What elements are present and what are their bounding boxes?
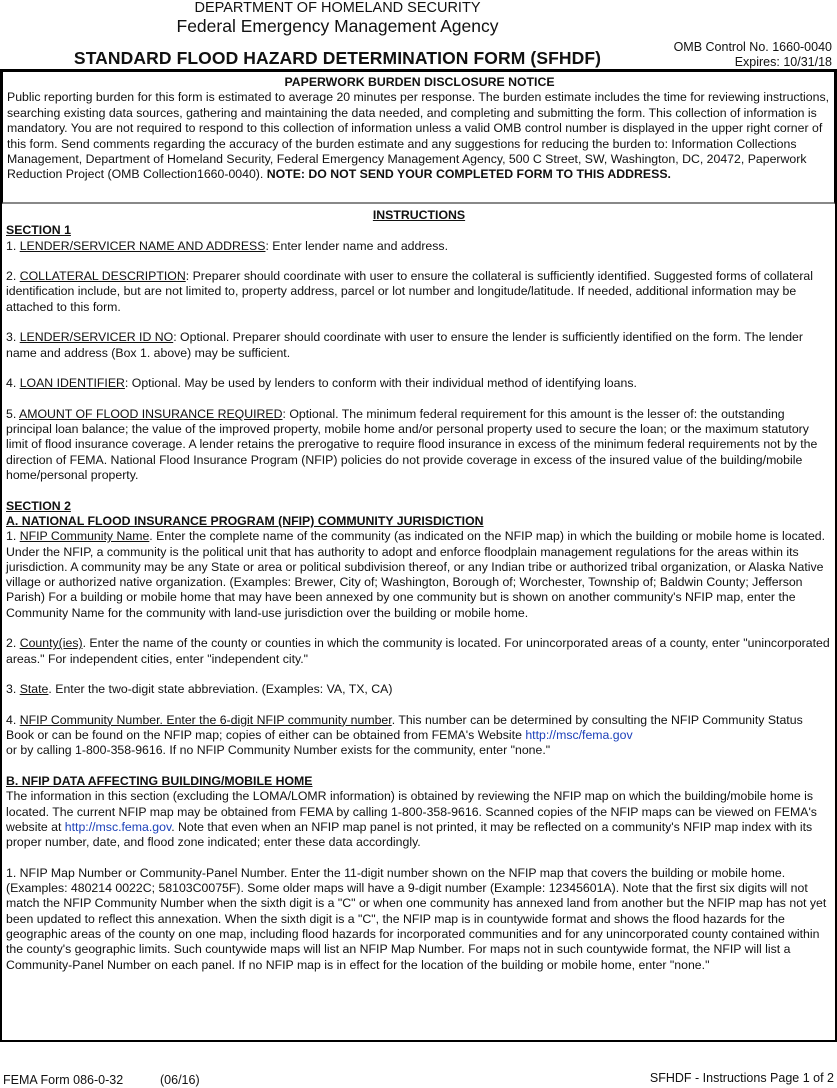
item-number: 1. xyxy=(6,529,20,544)
instructions-section xyxy=(2,206,835,973)
item-number: 5. xyxy=(6,406,19,421)
item-text: . Enter the name of the county or counties in which the community is located. For unincorporated areas of a county, enter "unincorporated areas." For independent cities, enter "independent city." xyxy=(6,636,830,666)
section1-heading: SECTION 1 xyxy=(6,223,71,238)
item-number: 4. xyxy=(6,712,20,727)
msc-fema-link[interactable]: http://msc/fema.gov xyxy=(525,728,633,743)
item-label: County(ies) xyxy=(19,636,83,651)
item-label: AMOUNT OF FLOOD INSURANCE REQUIRED xyxy=(19,406,283,421)
section2-part-b-heading: B. NFIP DATA AFFECTING BUILDING/MOBILE HOME xyxy=(6,773,313,788)
item-text: . This number can be determined by consulting the NFIP Community Status Book or can be found on the NFIP map; copies of either can be obtained from FEMA's Website xyxy=(6,712,803,743)
item-label: LENDER/SERVICER ID NO xyxy=(19,330,174,345)
section2a-item-3 xyxy=(6,682,832,697)
paperwork-burden-notice xyxy=(2,71,835,204)
section1-item-4 xyxy=(6,376,832,391)
notice-body xyxy=(7,90,832,182)
item-label: State xyxy=(19,682,49,697)
form-number: FEMA Form 086-0-32 xyxy=(3,1073,124,1087)
notice-title: PAPERWORK BURDEN DISCLOSURE NOTICE xyxy=(284,75,555,89)
item-label: LOAN IDENTIFIER xyxy=(19,376,125,391)
item-label: NFIP Community Name xyxy=(19,529,150,544)
item-text: : Optional. Preparer should coordinate with user to ensure the lender is sufficiently identified on the form. The lender name and address (Box 1. above) may be sufficient. xyxy=(6,330,803,360)
section2a-item-2 xyxy=(6,636,832,667)
item-text: : Optional. The minimum federal requirement for this amount is the lesser of: the outstanding principal loan balance; the value of the improved property, mobile home and/or personal property used to secure the loan; or the maximum statutory limit of flood insurance coverage. A lender retains the prerogative to require flood insurance in excess of the minimum federal requirements not by the direction of FEMA. National Flood Insurance Program (NFIP) policies do not provide coverage in excess of the insured value of the building/mobile home/personal property. xyxy=(6,406,818,483)
notice-text: Public reporting burden for this form is estimated to average 20 minutes per response. The burden estimate includes the time for reviewing instructions, searching existing data sources, gathering and maintaining the data needed, and completing and submitting the form. This collection of information is mandatory. You are not required to respond to this collection of information unless a valid OMB control number is displayed in the upper right corner of this form. Send comments regarding the accuracy of the burden estimate and any suggestions for reducing the burden to: Information Collections Management, Department of Homeland Security, Federal Emergency Management Agency, 500 C Street, SW, Washington, DC, 20472, Paperwork Reduction Project (OMB Collection1660-0040). xyxy=(7,90,830,182)
item-number: 2. xyxy=(6,636,20,651)
item-text: . Enter the two-digit state abbreviation. (Examples: VA, TX, CA) xyxy=(48,682,393,697)
intro-text: The information in this section (excluding the LOMA/LOMR information) is obtained by reviewing the NFIP map on which the building/mobile home is located. The current NFIP map may be obtained from FEMA by calling 1-800-358-9616. Scanned copies of the NFIP maps can be viewed on FEMA's website at xyxy=(6,789,817,834)
omb-info xyxy=(674,40,832,70)
item-label: LENDER/SERVICER NAME AND ADDRESS xyxy=(19,238,266,253)
section1-item-2 xyxy=(6,269,832,315)
section1-item-1 xyxy=(6,239,832,254)
item-text: . Enter the complete name of the community (as indicated on the NFIP map) in which the building or mobile home is located. Under the NFIP, a community is the political unit that has authority to adopt and enforce floodplain management regulations for the areas within its jurisdiction. A community may be any State or area or political subdivision thereof, or any Indian tribe or authorized tribal organization, or Alaska Native village or authorized native organization. (Examples: Brewer, City of; Washington, Borough of; Worchester, Township of; Baldwin County; Jefferson Parish) For a building or mobile home that may have been annexed by one community but is shown on another community's NFIP map, enter the Community Name for the community with land-use jurisdiction over the building or mobile home. xyxy=(6,529,826,620)
form-title: STANDARD FLOOD HAZARD DETERMINATION FORM (SFHDF) xyxy=(73,48,602,68)
section2-part-a-heading: A. NATIONAL FLOOD INSURANCE PROGRAM (NFIP) COMMUNITY JURISDICTION xyxy=(6,513,484,528)
notice-warning: NOTE: DO NOT SEND YOUR COMPLETED FORM TO THIS ADDRESS. xyxy=(266,167,671,182)
msc-fema-website-link[interactable]: http://msc.fema.gov xyxy=(64,819,172,834)
omb-control-number: OMB Control No. 1660-0040 xyxy=(673,40,832,54)
item-text: : Optional. May be used by lenders to conform with their individual method of identifying loans. xyxy=(124,376,637,391)
item-number: 3. xyxy=(6,682,20,697)
item-label: NFIP Community Number. Enter the 6-digit NFIP community number xyxy=(19,712,392,727)
item-text-continued: or by calling 1-800-358-9616. If no NFIP Community Number exists for the community, enter "none." xyxy=(6,743,551,758)
item-number: 4. xyxy=(6,376,20,391)
item-text: : Enter lender name and address. xyxy=(265,238,448,253)
item-number: 3. xyxy=(6,330,20,345)
section2a-item-1 xyxy=(6,529,832,621)
section2-heading: SECTION 2 xyxy=(6,498,71,513)
section2b-item-1: 1. NFIP Map Number or Community-Panel Number. Enter the 11-digit number shown on the NFIP map that covers the building or mobile home. (Examples: 480214 0022C; 58103C0075F). Some older maps will have a 9-digit number (Example: 12345601A). Note that the first six digits will not match the NFIP Community Number when the sixth digit is a "C" or when one community has annexed land from another but the NFIP map has not yet been updated to reflect this annexation. When the sixth digit is a "C", the NFIP map is in countywide format and shows the flood hazards for the geographic areas of the county on one map, including flood hazards for incorporated communities and for any unincorporated county contained within the county's geographic limits. Such countywide maps will list an NFIP Map Number. For maps not in such countywide format, the NFIP will list a Community-Panel Number on each panel. If no NFIP map is in effect for the location of the building or mobile home, enter "none." xyxy=(6,865,827,972)
page-indicator: SFHDF - Instructions Page 1 of 2 xyxy=(649,1071,834,1085)
item-text: : Preparer should coordinate with user to ensure the collateral is sufficiently identified. Suggested forms of collateral identification include, but are not limited to, property address, parcel or lot number and longitude/latitude. If needed, additional information may be attached to this form. xyxy=(6,269,813,314)
form-revision: (06/16) xyxy=(160,1073,200,1087)
section1-item-5 xyxy=(6,407,832,483)
item-number: 1. xyxy=(6,238,20,253)
omb-expiration: Expires: 10/31/18 xyxy=(734,55,832,69)
section2a-item-4 xyxy=(6,713,832,759)
instructions-title: INSTRUCTIONS xyxy=(372,208,466,222)
item-number: 2. xyxy=(6,269,20,284)
department-name: DEPARTMENT OF HOMELAND SECURITY xyxy=(194,0,481,16)
section1-item-3 xyxy=(6,330,832,361)
item-label: COLLATERAL DESCRIPTION xyxy=(19,269,186,284)
section2b-intro xyxy=(6,789,832,850)
agency-name: Federal Emergency Management Agency xyxy=(176,16,499,36)
intro-text-continued: . Note that even when an NFIP map panel is not printed, it may be reflected on a community's NFIP map index with its proper number, date, and flood zone indicated; enter these data accordingly. xyxy=(6,819,813,850)
form-frame xyxy=(0,69,837,1042)
